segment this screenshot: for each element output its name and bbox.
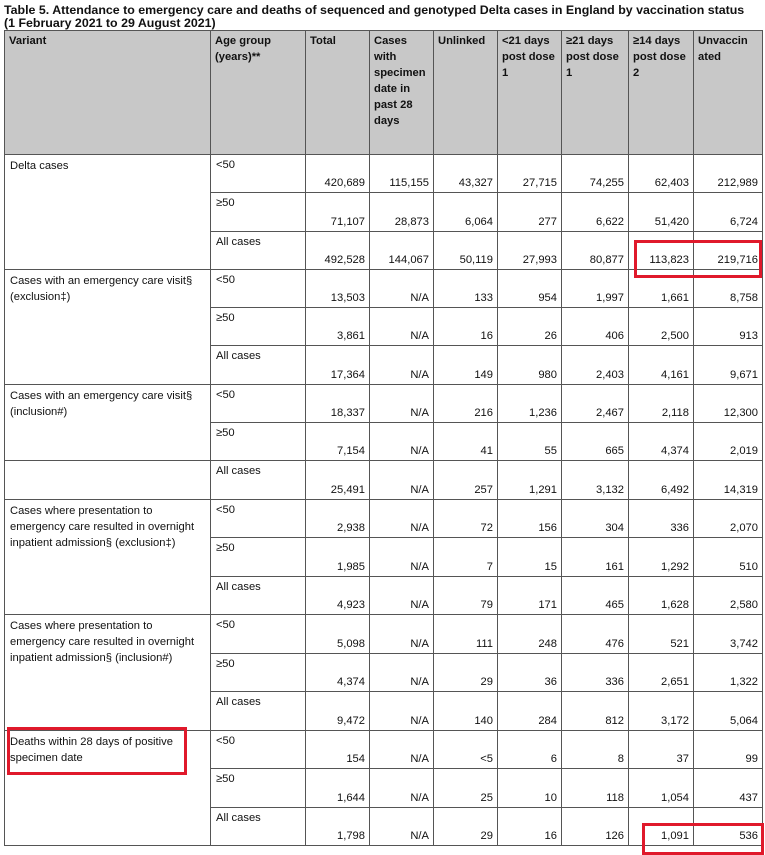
- value-cell-c28: N/A: [370, 807, 434, 846]
- value-cell-ge14: 113,823: [629, 231, 694, 269]
- value-cell-ge21: 336: [562, 653, 629, 692]
- value-cell-unvacc: 219,716: [694, 231, 763, 269]
- value-cell-unlinked: 16: [434, 308, 498, 346]
- value-cell-ge21: 406: [562, 308, 629, 346]
- value-cell-total: 17,364: [306, 346, 370, 384]
- age-group-cell: ≥50: [211, 653, 306, 692]
- value-cell-unvacc: 2,580: [694, 576, 763, 615]
- age-group-cell: All cases: [211, 231, 306, 269]
- value-cell-ge14: 2,500: [629, 308, 694, 346]
- header-unvaccinated: Unvaccin ated: [694, 31, 763, 155]
- value-cell-lt21: 277: [498, 193, 562, 231]
- value-cell-ge21: 665: [562, 423, 629, 461]
- value-cell-total: 492,528: [306, 231, 370, 269]
- age-group-cell: <50: [211, 155, 306, 193]
- value-cell-total: 154: [306, 730, 370, 769]
- table-row: [5, 384, 763, 422]
- header-lt21-days-dose1: <21 days post dose 1: [498, 31, 562, 155]
- variant-label: Deaths within 28 days of positive specimen date: [5, 730, 211, 846]
- value-cell-c28: N/A: [370, 423, 434, 461]
- value-cell-unvacc: 212,989: [694, 155, 763, 193]
- header-variant: Variant: [5, 31, 211, 155]
- value-cell-ge21: 812: [562, 692, 629, 731]
- value-cell-total: 2,938: [306, 499, 370, 538]
- header-cases-past-28-days: Cases with specimen date in past 28 days: [370, 31, 434, 155]
- value-cell-ge21: 74,255: [562, 155, 629, 193]
- value-cell-ge21: 8: [562, 730, 629, 769]
- value-cell-total: 1,798: [306, 807, 370, 846]
- value-cell-unvacc: 6,724: [694, 193, 763, 231]
- value-cell-lt21: 156: [498, 499, 562, 538]
- age-group-cell: <50: [211, 269, 306, 307]
- value-cell-unvacc: 1,322: [694, 653, 763, 692]
- value-cell-total: 4,374: [306, 653, 370, 692]
- value-cell-c28: N/A: [370, 653, 434, 692]
- variant-label: Cases with an emergency care visit§ (inclusion#): [5, 384, 211, 461]
- value-cell-lt21: 248: [498, 615, 562, 654]
- value-cell-unlinked: 6,064: [434, 193, 498, 231]
- value-cell-lt21: 55: [498, 423, 562, 461]
- age-group-cell: <50: [211, 499, 306, 538]
- value-cell-ge14: 62,403: [629, 155, 694, 193]
- value-cell-c28: N/A: [370, 499, 434, 538]
- value-cell-unlinked: <5: [434, 730, 498, 769]
- value-cell-ge14: 37: [629, 730, 694, 769]
- value-cell-c28: N/A: [370, 730, 434, 769]
- value-cell-unlinked: 50,119: [434, 231, 498, 269]
- value-cell-unlinked: 257: [434, 461, 498, 500]
- age-group-cell: All cases: [211, 576, 306, 615]
- age-group-cell: All cases: [211, 807, 306, 846]
- value-cell-unlinked: 25: [434, 769, 498, 808]
- value-cell-unvacc: 2,070: [694, 499, 763, 538]
- value-cell-total: 420,689: [306, 155, 370, 193]
- value-cell-unlinked: 43,327: [434, 155, 498, 193]
- value-cell-ge14: 521: [629, 615, 694, 654]
- value-cell-lt21: 6: [498, 730, 562, 769]
- value-cell-c28: 144,067: [370, 231, 434, 269]
- value-cell-ge14: 2,651: [629, 653, 694, 692]
- value-cell-ge21: 2,403: [562, 346, 629, 384]
- value-cell-c28: N/A: [370, 461, 434, 500]
- value-cell-ge14: 336: [629, 499, 694, 538]
- age-group-cell: ≥50: [211, 538, 306, 577]
- value-cell-lt21: 26: [498, 308, 562, 346]
- value-cell-lt21: 284: [498, 692, 562, 731]
- value-cell-lt21: 1,236: [498, 384, 562, 422]
- value-cell-ge21: 126: [562, 807, 629, 846]
- value-cell-c28: N/A: [370, 692, 434, 731]
- value-cell-ge21: 161: [562, 538, 629, 577]
- table-row: [5, 615, 763, 654]
- value-cell-total: 7,154: [306, 423, 370, 461]
- value-cell-ge14: 1,054: [629, 769, 694, 808]
- value-cell-unlinked: 149: [434, 346, 498, 384]
- value-cell-unlinked: 29: [434, 653, 498, 692]
- value-cell-unvacc: 14,319: [694, 461, 763, 500]
- value-cell-total: 9,472: [306, 692, 370, 731]
- value-cell-unvacc: 510: [694, 538, 763, 577]
- value-cell-unvacc: 8,758: [694, 269, 763, 307]
- value-cell-ge21: 2,467: [562, 384, 629, 422]
- value-cell-lt21: 27,715: [498, 155, 562, 193]
- value-cell-lt21: 36: [498, 653, 562, 692]
- table-row: [5, 269, 763, 307]
- value-cell-unvacc: 9,671: [694, 346, 763, 384]
- age-group-cell: <50: [211, 384, 306, 422]
- value-cell-c28: N/A: [370, 576, 434, 615]
- value-cell-lt21: 171: [498, 576, 562, 615]
- value-cell-unlinked: 216: [434, 384, 498, 422]
- table-row: [5, 461, 763, 500]
- variant-label: Cases with an emergency care visit§ (exclusion‡): [5, 269, 211, 384]
- age-group-cell: All cases: [211, 692, 306, 731]
- value-cell-lt21: 16: [498, 807, 562, 846]
- value-cell-ge14: 1,661: [629, 269, 694, 307]
- value-cell-ge14: 1,091: [629, 807, 694, 846]
- value-cell-unlinked: 7: [434, 538, 498, 577]
- value-cell-total: 1,985: [306, 538, 370, 577]
- variant-label: Delta cases: [5, 155, 211, 270]
- value-cell-lt21: 1,291: [498, 461, 562, 500]
- table-row: [5, 730, 763, 769]
- value-cell-c28: N/A: [370, 615, 434, 654]
- value-cell-unlinked: 29: [434, 807, 498, 846]
- value-cell-unlinked: 133: [434, 269, 498, 307]
- value-cell-c28: N/A: [370, 538, 434, 577]
- table-row: [5, 499, 763, 538]
- value-cell-unvacc: 437: [694, 769, 763, 808]
- title-line-2: (1 February 2021 to 29 August 2021): [4, 16, 216, 30]
- value-cell-c28: 28,873: [370, 193, 434, 231]
- value-cell-total: 13,503: [306, 269, 370, 307]
- value-cell-c28: 115,155: [370, 155, 434, 193]
- value-cell-unvacc: 5,064: [694, 692, 763, 731]
- value-cell-unlinked: 41: [434, 423, 498, 461]
- value-cell-unlinked: 140: [434, 692, 498, 731]
- value-cell-total: 4,923: [306, 576, 370, 615]
- value-cell-unlinked: 79: [434, 576, 498, 615]
- header-age-group: Age group (years)**: [211, 31, 306, 155]
- value-cell-total: 1,644: [306, 769, 370, 808]
- age-group-cell: ≥50: [211, 193, 306, 231]
- age-group-cell: ≥50: [211, 423, 306, 461]
- value-cell-ge21: 118: [562, 769, 629, 808]
- value-cell-unvacc: 2,019: [694, 423, 763, 461]
- value-cell-unvacc: 99: [694, 730, 763, 769]
- table-row: [5, 155, 763, 193]
- value-cell-c28: N/A: [370, 384, 434, 422]
- value-cell-total: 5,098: [306, 615, 370, 654]
- value-cell-ge14: 4,161: [629, 346, 694, 384]
- value-cell-lt21: 15: [498, 538, 562, 577]
- value-cell-unlinked: 72: [434, 499, 498, 538]
- value-cell-ge14: 3,172: [629, 692, 694, 731]
- value-cell-ge14: 4,374: [629, 423, 694, 461]
- value-cell-c28: N/A: [370, 346, 434, 384]
- value-cell-unlinked: 111: [434, 615, 498, 654]
- age-group-cell: ≥50: [211, 308, 306, 346]
- value-cell-ge14: 51,420: [629, 193, 694, 231]
- value-cell-ge21: 304: [562, 499, 629, 538]
- value-cell-lt21: 980: [498, 346, 562, 384]
- value-cell-ge21: 476: [562, 615, 629, 654]
- value-cell-lt21: 954: [498, 269, 562, 307]
- header-ge21-days-dose1: ≥21 days post dose 1: [562, 31, 629, 155]
- value-cell-ge14: 6,492: [629, 461, 694, 500]
- value-cell-c28: N/A: [370, 269, 434, 307]
- value-cell-lt21: 27,993: [498, 231, 562, 269]
- attendance-table-lower: [4, 460, 763, 846]
- value-cell-total: 18,337: [306, 384, 370, 422]
- variant-label: Cases where presentation to emergency care resulted in overnight inpatient admission§ (exclusion‡): [5, 499, 211, 615]
- age-group-cell: ≥50: [211, 769, 306, 808]
- attendance-table-upper: [4, 30, 763, 461]
- header-ge14-days-dose2: ≥14 days post dose 2: [629, 31, 694, 155]
- age-group-cell: All cases: [211, 346, 306, 384]
- value-cell-ge21: 3,132: [562, 461, 629, 500]
- value-cell-total: 25,491: [306, 461, 370, 500]
- age-group-cell: All cases: [211, 461, 306, 500]
- value-cell-unvacc: 12,300: [694, 384, 763, 422]
- value-cell-c28: N/A: [370, 769, 434, 808]
- header-unlinked: Unlinked: [434, 31, 498, 155]
- variant-label: [5, 461, 211, 500]
- value-cell-total: 71,107: [306, 193, 370, 231]
- value-cell-lt21: 10: [498, 769, 562, 808]
- value-cell-c28: N/A: [370, 308, 434, 346]
- value-cell-ge14: 2,118: [629, 384, 694, 422]
- header-total: Total: [306, 31, 370, 155]
- variant-label: Cases where presentation to emergency care resulted in overnight inpatient admission§ (inclusion#): [5, 615, 211, 731]
- value-cell-ge21: 6,622: [562, 193, 629, 231]
- value-cell-unvacc: 3,742: [694, 615, 763, 654]
- value-cell-ge21: 465: [562, 576, 629, 615]
- value-cell-ge21: 80,877: [562, 231, 629, 269]
- value-cell-ge14: 1,628: [629, 576, 694, 615]
- table-title: [4, 4, 764, 30]
- value-cell-ge14: 1,292: [629, 538, 694, 577]
- value-cell-ge21: 1,997: [562, 269, 629, 307]
- value-cell-total: 3,861: [306, 308, 370, 346]
- value-cell-unvacc: 913: [694, 308, 763, 346]
- header-row: [5, 31, 763, 155]
- age-group-cell: <50: [211, 730, 306, 769]
- title-line-1: Table 5. Attendance to emergency care and deaths of sequenced and genotyped Delta cases in England by vaccination status: [4, 3, 745, 17]
- age-group-cell: <50: [211, 615, 306, 654]
- value-cell-unvacc: 536: [694, 807, 763, 846]
